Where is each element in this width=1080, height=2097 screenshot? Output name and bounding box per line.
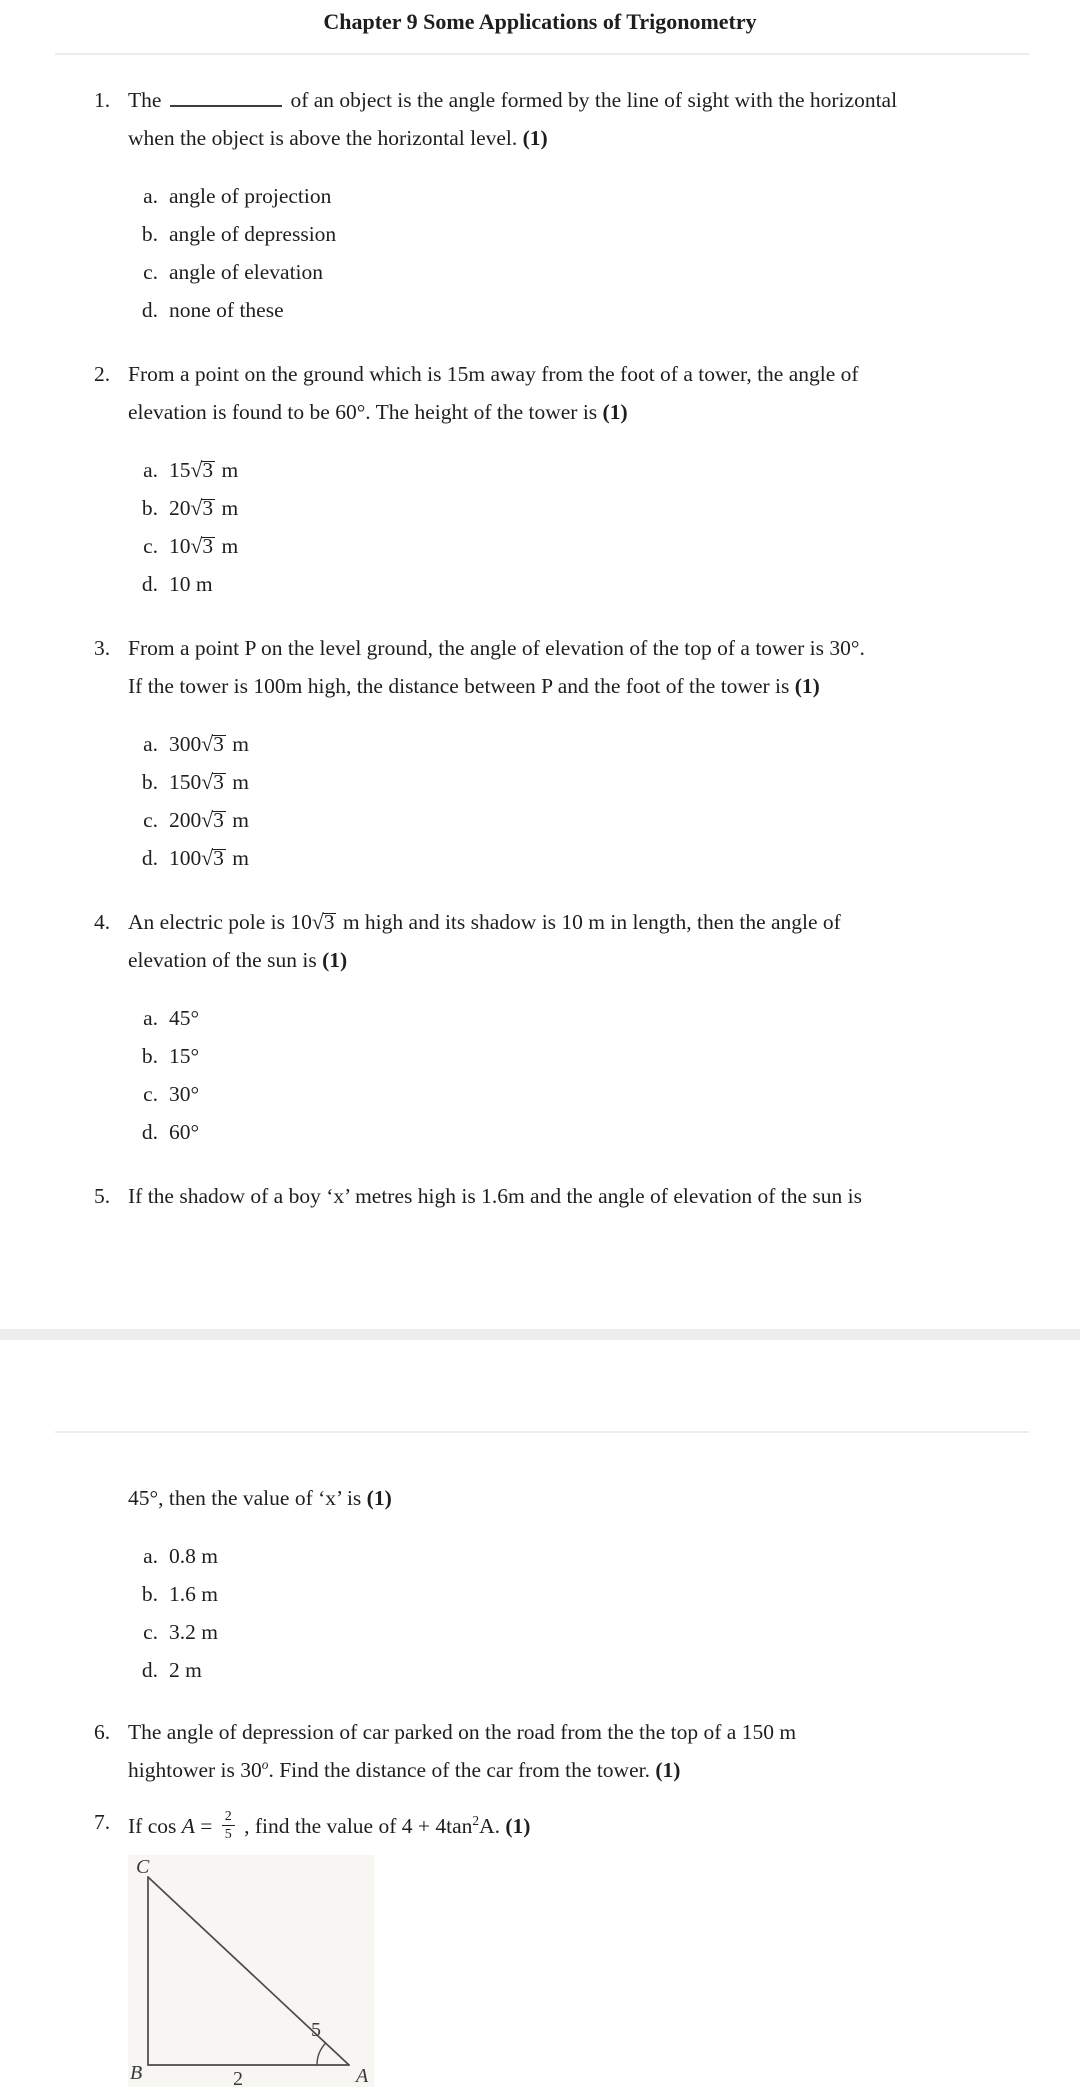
sqrt-expression: √3 <box>201 846 227 870</box>
degree-superscript: o <box>261 1756 269 1772</box>
options-list <box>134 177 1022 329</box>
option-text: 15√3 m <box>169 458 239 482</box>
sqrt-icon: √ <box>201 846 214 870</box>
option-a <box>134 999 1022 1037</box>
question-text: From a point on the ground which is 15m away from the foot of a tower, the angle of <box>128 362 859 386</box>
option-text: 45° <box>169 1006 200 1030</box>
scan-background <box>128 1855 374 2087</box>
option-letter: a. <box>143 184 158 208</box>
option-letter: a. <box>143 458 158 482</box>
option-b <box>134 489 1022 527</box>
question-text-segment: = <box>194 1814 218 1838</box>
option-text: 30° <box>169 1082 200 1106</box>
base-length-label: 2 <box>233 2068 243 2087</box>
option-letter: b. <box>141 222 158 246</box>
mark-badge: (1) <box>794 674 820 698</box>
option-letter: c. <box>143 260 158 284</box>
right-triangle-diagram <box>128 1855 374 2087</box>
math-variable: A <box>181 1814 195 1838</box>
options-list <box>134 725 1022 877</box>
option-text: 20√3 m <box>169 496 239 520</box>
option-letter: b. <box>141 496 158 520</box>
question-text <box>128 119 1022 157</box>
question-text-segment: elevation of the sun is <box>128 948 317 972</box>
vertex-label-a: A <box>356 2065 369 2087</box>
option-text: 100√3 m <box>169 846 249 870</box>
question-text-segment: . Find the distance of the car from the tower. <box>268 1758 650 1782</box>
option-c <box>134 253 1022 291</box>
option-text: 2 m <box>169 1658 202 1682</box>
question-number: 1. <box>94 88 111 112</box>
sqrt-expression: √3 <box>191 496 217 520</box>
question-text <box>128 1479 1022 1517</box>
mark-badge: (1) <box>366 1486 392 1510</box>
sqrt-expression: √3 <box>201 732 227 756</box>
option-a <box>134 177 1022 215</box>
page-title: Chapter 9 Some Applications of Trigonometry <box>323 9 757 34</box>
option-letter: d. <box>141 298 158 322</box>
question-text-segment: If the tower is 100m high, the distance between P and the foot of the tower is <box>128 674 790 698</box>
page-1-content <box>0 81 1080 1215</box>
blank-line <box>170 86 282 107</box>
question-text-segment: when the object is above the horizontal level. <box>128 126 518 150</box>
option-letter: d. <box>141 1658 158 1682</box>
question-3 <box>94 629 1022 877</box>
option-text: angle of projection <box>169 184 332 208</box>
question-7 <box>94 1803 1022 2087</box>
question-number: 6. <box>94 1720 111 1744</box>
option-text: 15° <box>169 1044 200 1068</box>
option-text: 60° <box>169 1120 200 1144</box>
sqrt-icon: √ <box>311 910 324 934</box>
question-text-segment: A. <box>479 1814 500 1838</box>
exponent-superscript: 2 <box>472 1812 480 1828</box>
question-text-segment: , find the value of 4 + 4tan <box>238 1814 473 1838</box>
question-text-segment: elevation is found to be 60°. The height of the tower is <box>128 400 598 424</box>
question-text-segment: hightower is 30 <box>128 1758 262 1782</box>
sqrt-icon: √ <box>190 458 203 482</box>
question-text <box>128 81 1022 119</box>
question-text: The angle of depression of car parked on the road from the the top of a 150 m <box>128 1720 797 1744</box>
option-text: angle of elevation <box>169 260 324 284</box>
page-2-top-gap <box>0 1433 1080 1479</box>
option-letter: c. <box>143 808 158 832</box>
question-text: If the shadow of a boy ‘x’ metres high is 1.6m and the angle of elevation of the sun is <box>128 1184 863 1208</box>
question-body <box>128 1713 1022 1789</box>
question-text <box>128 1751 1022 1789</box>
option-letter: a. <box>143 1544 158 1568</box>
option-letter: b. <box>141 1582 158 1606</box>
option-d <box>134 291 1022 329</box>
option-b <box>134 763 1022 801</box>
option-a <box>134 1537 1022 1575</box>
sqrt-expression: √3 <box>191 534 217 558</box>
question-text-segment: of an object is the angle formed by the line of sight with the horizontal <box>290 88 898 112</box>
question-body <box>128 903 1022 1151</box>
option-d <box>134 1651 1022 1689</box>
option-text: 200√3 m <box>169 808 249 832</box>
question-number: 4. <box>94 910 111 934</box>
option-text: 3.2 m <box>169 1620 218 1644</box>
question-6 <box>94 1713 1022 1789</box>
question-text <box>128 941 1022 979</box>
options-list <box>134 999 1022 1151</box>
question-4 <box>94 903 1022 1151</box>
vertex-label-c: C <box>136 1856 150 1878</box>
triangle-figure <box>128 1855 374 2087</box>
option-letter: d. <box>141 1120 158 1144</box>
option-text: angle of depression <box>169 222 337 246</box>
mark-badge: (1) <box>602 400 628 424</box>
mark-badge: (1) <box>505 1814 531 1838</box>
option-c <box>134 1075 1022 1113</box>
question-body <box>128 1803 1022 2087</box>
question-5 <box>94 1177 1022 1215</box>
options-list <box>134 451 1022 603</box>
question-text-segment: The <box>128 88 162 112</box>
sqrt-icon: √ <box>201 808 214 832</box>
option-c <box>134 801 1022 839</box>
page-break-band <box>0 1329 1080 1340</box>
option-text: 150√3 m <box>169 770 249 794</box>
option-letter: a. <box>143 1006 158 1030</box>
title-divider <box>55 53 1029 55</box>
question-1 <box>94 81 1022 329</box>
option-c <box>134 527 1022 565</box>
sqrt-expression: √3 <box>312 910 338 934</box>
question-body <box>128 81 1022 329</box>
mark-badge: (1) <box>522 126 548 150</box>
option-letter: d. <box>141 572 158 596</box>
page-bottom-whitespace <box>0 1215 1080 1329</box>
option-letter: c. <box>143 1082 158 1106</box>
option-letter: d. <box>141 846 158 870</box>
question-text-segment: If cos <box>128 1814 182 1838</box>
options-list <box>134 1537 1022 1689</box>
question-5-continuation <box>128 1479 1022 1689</box>
question-number: 2. <box>94 362 111 386</box>
question-text-segment: m high and its shadow is 10 m in length, then the angle of <box>337 910 841 934</box>
sqrt-expression: √3 <box>201 770 227 794</box>
option-b <box>134 1575 1022 1613</box>
fraction <box>222 1809 235 1842</box>
option-letter: b. <box>141 1044 158 1068</box>
option-text: 300√3 m <box>169 732 249 756</box>
option-letter: a. <box>143 732 158 756</box>
option-letter: b. <box>141 770 158 794</box>
sqrt-icon: √ <box>201 770 214 794</box>
question-number: 3. <box>94 636 111 660</box>
mark-badge: (1) <box>322 948 348 972</box>
option-a <box>134 451 1022 489</box>
fraction-numerator: 2 <box>222 1809 235 1826</box>
sqrt-icon: √ <box>190 496 203 520</box>
question-text-segment: An electric pole is 10 <box>128 910 312 934</box>
option-text: 1.6 m <box>169 1582 218 1606</box>
option-b <box>134 1037 1022 1075</box>
question-body <box>128 1177 1022 1215</box>
question-2 <box>94 355 1022 603</box>
option-d <box>134 565 1022 603</box>
question-text <box>128 667 1022 705</box>
option-d <box>134 839 1022 877</box>
option-text: 10√3 m <box>169 534 239 558</box>
question-text: From a point P on the level ground, the angle of elevation of the top of a tower is 30°. <box>128 636 865 660</box>
option-letter: c. <box>143 534 158 558</box>
option-text: 10 m <box>169 572 213 596</box>
question-number: 7. <box>94 1810 111 1834</box>
question-text <box>128 1803 1022 1849</box>
page-2-content <box>0 1479 1080 2087</box>
option-c <box>134 1613 1022 1651</box>
option-b <box>134 215 1022 253</box>
sqrt-icon: √ <box>201 732 214 756</box>
question-body <box>128 629 1022 877</box>
question-number: 5. <box>94 1184 111 1208</box>
question-text-segment: 45°, then the value of ‘x’ is <box>128 1486 362 1510</box>
mark-badge: (1) <box>655 1758 681 1782</box>
sqrt-icon: √ <box>190 534 203 558</box>
page-top-whitespace <box>0 1340 1080 1431</box>
vertex-label-b: B <box>130 2062 143 2084</box>
option-a <box>134 725 1022 763</box>
sqrt-expression: √3 <box>201 808 227 832</box>
option-letter: c. <box>143 1620 158 1644</box>
hypotenuse-length-label: 5 <box>311 2019 321 2041</box>
option-text: none of these <box>169 298 284 322</box>
question-body <box>128 355 1022 603</box>
option-text: 0.8 m <box>169 1544 218 1568</box>
option-d <box>134 1113 1022 1151</box>
fraction-denominator: 5 <box>224 1826 232 1842</box>
question-text <box>128 903 1022 941</box>
question-text <box>128 393 1022 431</box>
sqrt-expression: √3 <box>191 458 217 482</box>
